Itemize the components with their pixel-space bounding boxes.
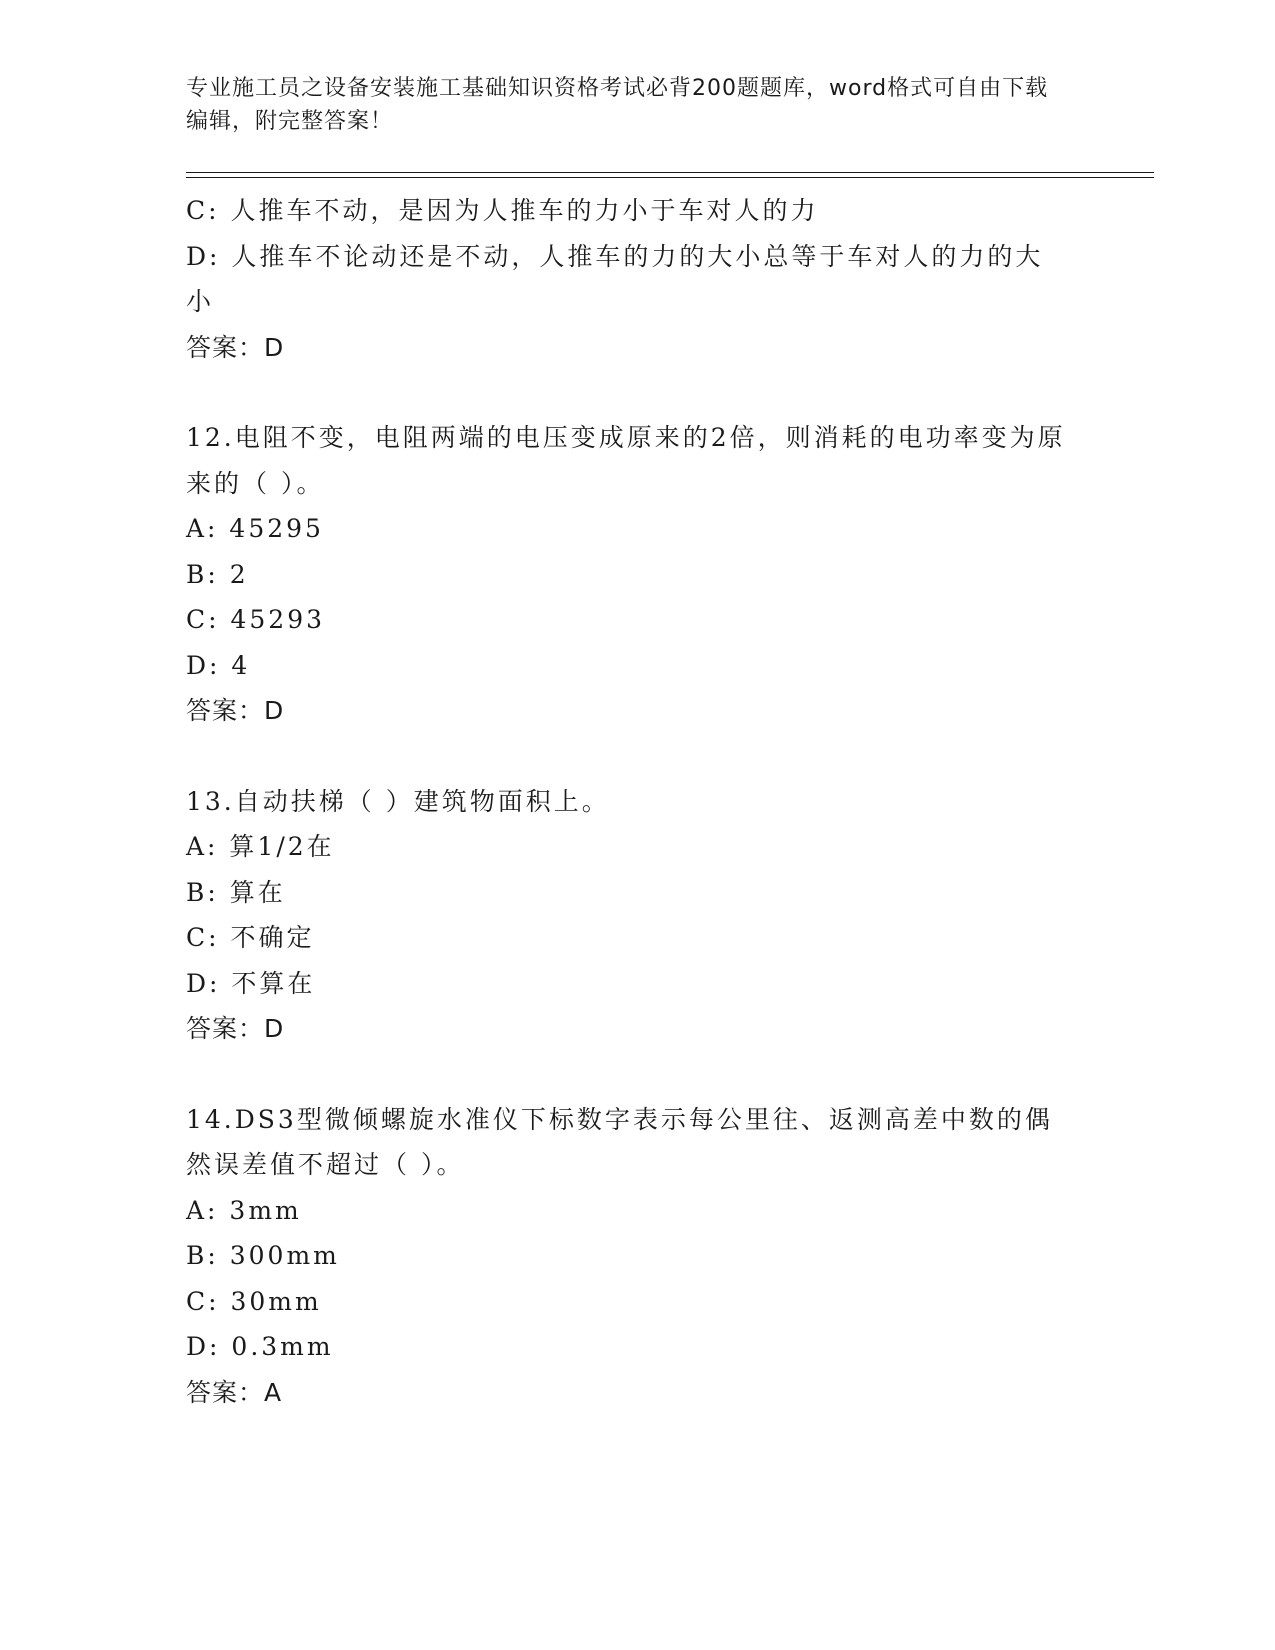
option-d: D: 0.3mm (186, 1332, 334, 1361)
answer-line: 答案：D (186, 332, 285, 362)
document-body (186, 188, 1066, 1415)
question-text: 14.DS3型微倾螺旋水准仪下标数字表示每公里往、返测高差中数的偶然误差值不超过（ ）。 (186, 1104, 1053, 1179)
answer-line: 答案：D (186, 696, 285, 725)
option-b: B: 算在 (186, 877, 286, 907)
answer-line: 答案：D (186, 1014, 285, 1043)
option-c: C: 不确定 (186, 923, 315, 952)
option-b: B: 2 (186, 559, 249, 589)
option-a: A: 45295 (186, 514, 324, 543)
question-text: 12.电阻不变，电阻两端的电压变成原来的2倍，则消耗的电功率变为原来的（ ）。 (186, 423, 1066, 498)
question-12 (186, 415, 1066, 734)
option-c: C: 45293 (186, 605, 326, 634)
previous-question-tail (186, 188, 1066, 370)
option-a: A: 3mm (186, 1195, 302, 1225)
question-13 (186, 779, 1066, 1052)
header-title: 专业施工员之设备安装施工基础知识资格考试必背200题题库，word格式可自由下载编辑，附完整答案！ (186, 76, 1049, 134)
option-a: A: 算1/2在 (186, 832, 335, 861)
question-14 (186, 1097, 1066, 1416)
question-text: 13.自动扶梯（ ）建筑物面积上。 (186, 786, 610, 816)
option-c: C: 人推车不动，是因为人推车的力小于车对人的力 (186, 196, 819, 225)
option-d: D: 不算在 (186, 968, 316, 998)
option-d: D: 人推车不论动还是不动，人推车的力的大小总等于车对人的力的大小 (186, 241, 1044, 316)
answer-line: 答案：A (186, 1377, 283, 1407)
option-d: D: 4 (186, 650, 251, 680)
document-header (186, 72, 1066, 138)
option-c: C: 30mm (186, 1286, 322, 1316)
header-divider-bottom (186, 177, 1154, 178)
option-b: B: 300mm (186, 1241, 340, 1270)
header-divider-top (186, 172, 1154, 173)
